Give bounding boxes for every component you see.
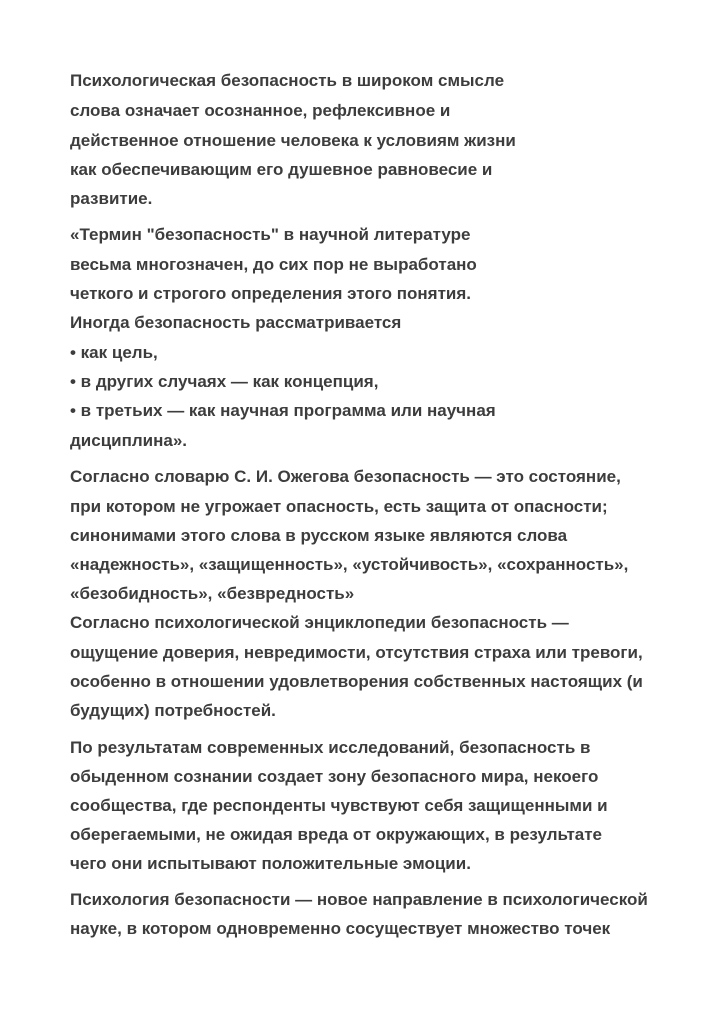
paragraph-2-line-8: дисциплина».: [70, 431, 188, 450]
paragraph-1-line-3: действенное отношение человека к условиям жизни: [70, 131, 516, 150]
paragraph-1-line-2: слова означает осознанное, рефлексивное и: [70, 101, 451, 120]
paragraph-4-line-1: По результатам современных исследований, безопасность в: [70, 738, 591, 757]
bullet-item-goal: • как цель,: [70, 343, 158, 362]
paragraph-3-line-2: при котором не угрожает опасность, есть защита от опасности;: [70, 497, 608, 516]
paragraph-3-line-4: «надежность», «защищенность», «устойчивость», «сохранность»,: [70, 555, 629, 574]
paragraph-4-line-5: чего они испытывают положительные эмоции.: [70, 854, 471, 873]
paragraph-2-line-4: Иногда безопасность рассматривается: [70, 313, 402, 332]
paragraph-2-line-2: весьма многозначен, до сих пор не выработано: [70, 255, 477, 274]
paragraph-1-line-1: Психологическая безопасность в широком смысле: [70, 71, 505, 90]
paragraph-4-line-3: сообщества, где респонденты чувствуют себя защищенными и: [70, 796, 608, 815]
bullet-item-concept: • в других случаях — как концепция,: [70, 372, 379, 391]
paragraph-1-line-4: как обеспечивающим его душевное равновесие и: [70, 160, 493, 179]
paragraph-3-line-9: будущих) потребностей.: [70, 701, 276, 720]
paragraph-3-line-5: «безобидность», «безвредность»: [70, 584, 355, 603]
paragraph-4-line-2: обыденном сознании создает зону безопасного мира, некоего: [70, 767, 599, 786]
paragraph-2-line-3: четкого и строгого определения этого понятия.: [70, 284, 471, 303]
paragraph-3-line-7: ощущение доверия, невредимости, отсутствия страха или тревоги,: [70, 643, 643, 662]
paragraph-3-line-6: Согласно психологической энциклопедии безопасность —: [70, 613, 569, 632]
paragraph-4-line-4: оберегаемыми, не ожидая вреда от окружающих, в результате: [70, 825, 603, 844]
paragraph-1-line-5: развитие.: [70, 189, 153, 208]
paragraph-3-line-1: Согласно словарю С. И. Ожегова безопасность — это состояние,: [70, 467, 621, 486]
paragraph-3-line-8: особенно в отношении удовлетворения собственных настоящих (и: [70, 672, 643, 691]
paragraph-5-line-1: Психология безопасности — новое направление в психологической: [70, 890, 648, 909]
paragraph-2-line-1: «Термин "безопасность" в научной литературе: [70, 225, 471, 244]
paragraph-3-line-3: синонимами этого слова в русском языке являются слова: [70, 526, 568, 545]
paragraph-5-line-2: науке, в котором одновременно сосуществует множество точек: [70, 919, 611, 938]
bullet-item-program: • в третьих — как научная программа или научная: [70, 401, 496, 420]
